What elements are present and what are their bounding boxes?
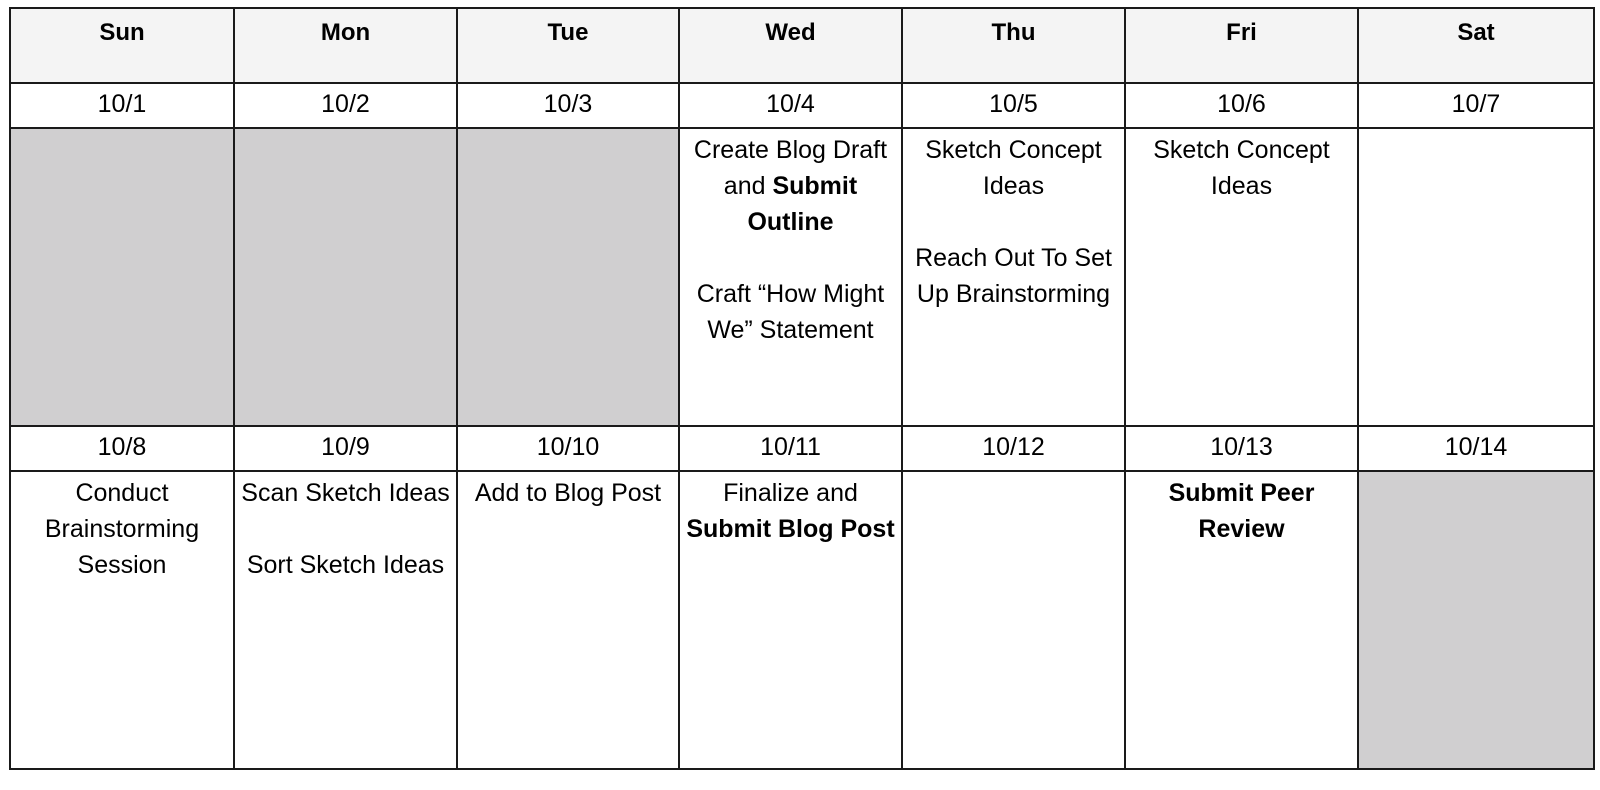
task-item <box>686 132 895 240</box>
date-cell: 10/13 <box>1125 426 1358 471</box>
week-2-date-row <box>10 426 1594 471</box>
task-text: Finalize and <box>723 479 858 507</box>
date-cell: 10/4 <box>679 83 902 128</box>
week-1-task-row <box>10 128 1594 426</box>
date-cell: 10/10 <box>457 426 679 471</box>
weekday-header-sat: Sat <box>1358 8 1594 83</box>
task-text: Create Blog Draft and <box>693 136 888 200</box>
task-item <box>909 240 1118 312</box>
shaded-day-cell <box>10 128 234 426</box>
task-text: Sketch Concept Ideas <box>925 136 1102 200</box>
task-item <box>17 475 227 583</box>
day-cell <box>234 471 457 769</box>
day-cell <box>679 471 902 769</box>
calendar-body <box>10 83 1594 769</box>
day-cell <box>1125 128 1358 426</box>
date-cell: 10/14 <box>1358 426 1594 471</box>
task-text: Conduct Brainstorming Session <box>44 479 200 579</box>
task-item <box>241 547 450 583</box>
task-text-bold: Submit Peer Review <box>1168 479 1315 543</box>
date-cell: 10/6 <box>1125 83 1358 128</box>
date-cell: 10/11 <box>679 426 902 471</box>
task-item <box>464 475 672 511</box>
weekday-header-thu: Thu <box>902 8 1125 83</box>
date-cell: 10/12 <box>902 426 1125 471</box>
date-cell: 10/2 <box>234 83 457 128</box>
shaded-day-cell <box>457 128 679 426</box>
task-text-bold: Submit Outline <box>747 172 858 236</box>
day-cell <box>679 128 902 426</box>
day-cell <box>902 471 1125 769</box>
task-item <box>1132 132 1351 204</box>
day-cell <box>1358 128 1594 426</box>
task-item <box>686 475 895 547</box>
task-item <box>1132 475 1351 547</box>
day-cell <box>457 471 679 769</box>
date-cell: 10/5 <box>902 83 1125 128</box>
task-text: Reach Out To Set Up Brainstorming <box>915 244 1112 308</box>
task-text: Sketch Concept Ideas <box>1153 136 1330 200</box>
task-item <box>909 132 1118 204</box>
calendar-table <box>9 7 1595 770</box>
week-2-task-row <box>10 471 1594 769</box>
task-text: Craft “How Might We” Statement <box>696 280 885 344</box>
task-text: Sort Sketch Ideas <box>246 551 445 579</box>
weekday-header-tue: Tue <box>457 8 679 83</box>
weekday-header-sun: Sun <box>10 8 234 83</box>
weekday-header-fri: Fri <box>1125 8 1358 83</box>
task-text-bold: Submit Blog Post <box>686 515 895 543</box>
day-cell <box>1125 471 1358 769</box>
task-text: Scan Sketch Ideas <box>241 479 450 507</box>
weekday-header-mon: Mon <box>234 8 457 83</box>
shaded-day-cell <box>234 128 457 426</box>
task-text: Add to Blog Post <box>474 479 662 507</box>
weekday-header-wed: Wed <box>679 8 902 83</box>
weekday-header-row <box>10 8 1594 83</box>
shaded-day-cell <box>1358 471 1594 769</box>
date-cell: 10/1 <box>10 83 234 128</box>
task-item <box>241 475 450 511</box>
day-cell <box>10 471 234 769</box>
week-1-date-row <box>10 83 1594 128</box>
date-cell: 10/8 <box>10 426 234 471</box>
task-item <box>686 276 895 348</box>
day-cell <box>902 128 1125 426</box>
date-cell: 10/3 <box>457 83 679 128</box>
date-cell: 10/7 <box>1358 83 1594 128</box>
date-cell: 10/9 <box>234 426 457 471</box>
